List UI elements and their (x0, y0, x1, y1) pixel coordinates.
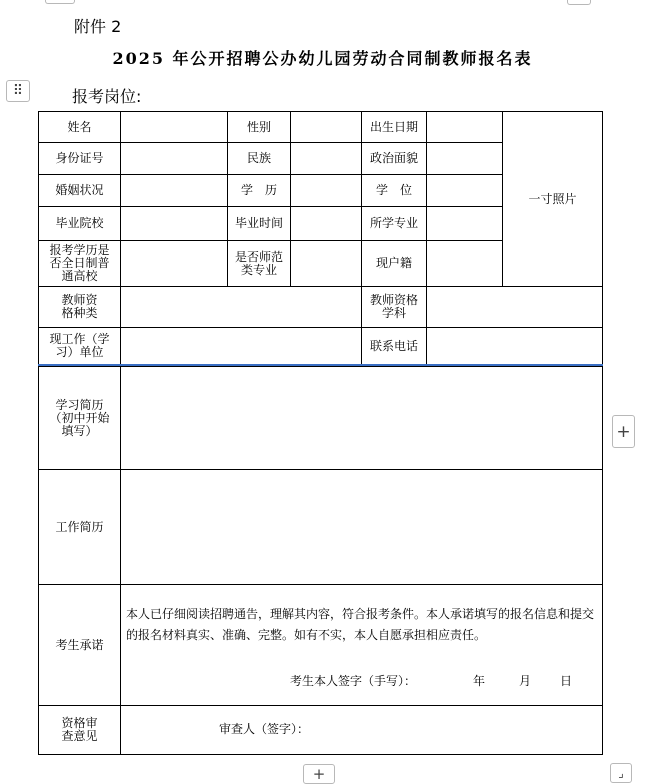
label-name: 姓名 (38, 111, 121, 143)
id-number-input[interactable] (121, 143, 227, 174)
commitment-text: 本人已仔细阅读招聘通告，理解其内容，符合报考条件。本人承诺填写的报名信息和提交的报名材料真实、准确、完整。如有不实，本人自愿承担相应责任。 (126, 607, 595, 642)
degree-field[interactable] (426, 174, 503, 207)
commitment-cell (120, 584, 603, 706)
major-field[interactable] (426, 206, 503, 241)
label-graduation-time: 毕业时间 (227, 206, 291, 241)
political-status-input[interactable] (427, 143, 502, 174)
label-marital-status: 婚姻状况 (38, 174, 121, 207)
graduate-school-field[interactable] (120, 206, 228, 241)
ethnicity-input[interactable] (291, 143, 361, 174)
table-drag-handle[interactable] (6, 80, 30, 102)
current-employer-field[interactable] (120, 327, 362, 365)
work-history-field[interactable] (120, 469, 603, 585)
major-input[interactable] (427, 207, 502, 240)
plus-icon: + (312, 765, 326, 783)
form-title: 2025 年公开招聘公办幼儿园劳动合同制教师报名表 (112, 49, 533, 68)
position-label: 报考岗位: (72, 87, 142, 106)
residence-input[interactable] (427, 241, 502, 286)
table-resize-handle[interactable] (610, 763, 632, 783)
label-cert-type: 教师资格种类 (38, 286, 121, 328)
education-input[interactable] (291, 175, 361, 206)
label-normal-major-question: 是否师范类专业 (227, 240, 291, 287)
label-birth-date: 出生日期 (361, 111, 427, 143)
fulltime-input[interactable] (121, 241, 227, 286)
graduate-school-input[interactable] (121, 207, 227, 240)
fulltime-field[interactable] (120, 240, 228, 287)
resize-icon: ⌟ (618, 766, 624, 780)
cert-type-input[interactable] (121, 287, 361, 327)
normal-major-field[interactable] (290, 240, 362, 287)
cert-subject-input[interactable] (427, 287, 602, 327)
label-work-history: 工作简历 (38, 469, 121, 585)
add-column-button[interactable] (612, 415, 635, 448)
phone-input[interactable] (427, 328, 602, 364)
attachment-label: 附件 2 (74, 17, 122, 36)
graduation-time-input[interactable] (291, 207, 361, 240)
graduation-time-field[interactable] (290, 206, 362, 241)
residence-field[interactable] (426, 240, 503, 287)
normal-major-input[interactable] (291, 241, 361, 286)
label-study-history: 学习简历（初中开始填写） (38, 366, 121, 470)
drag-handle-icon: ⠿ (12, 83, 24, 99)
label-current-employer: 现工作（学习）单位 (38, 327, 121, 365)
review-cell[interactable] (120, 705, 603, 755)
id-number-field[interactable] (120, 142, 228, 175)
label-ethnicity: 民族 (227, 142, 291, 175)
political-status-field[interactable] (426, 142, 503, 175)
label-residence: 现户籍 (361, 240, 427, 287)
gender-field[interactable] (290, 111, 362, 143)
top-right-fragment (567, 0, 591, 5)
signature-day: 日 (560, 674, 573, 688)
label-political-status: 政治面貌 (361, 142, 427, 175)
phone-field[interactable] (426, 327, 603, 365)
label-id-number: 身份证号 (38, 142, 121, 175)
signature-year: 年 (473, 674, 486, 688)
label-phone: 联系电话 (361, 327, 427, 365)
signature-month: 月 (519, 674, 532, 688)
label-commitment: 考生承诺 (38, 584, 121, 706)
current-employer-input[interactable] (121, 328, 361, 364)
label-education: 学 历 (227, 174, 291, 207)
marital-status-input[interactable] (121, 175, 227, 206)
name-input[interactable] (121, 112, 227, 142)
ethnicity-field[interactable] (290, 142, 362, 175)
plus-icon: + (616, 421, 631, 442)
cert-subject-field[interactable] (426, 286, 603, 328)
reviewer-label: 审查人（签字）： (219, 722, 310, 736)
add-row-button[interactable] (303, 764, 335, 784)
degree-input[interactable] (427, 175, 502, 206)
study-history-field[interactable] (120, 366, 603, 470)
work-history-input[interactable] (121, 470, 602, 584)
label-review: 资格审查意见 (38, 705, 121, 755)
marital-status-field[interactable] (120, 174, 228, 207)
label-graduate-school: 毕业院校 (38, 206, 121, 241)
study-history-input[interactable] (121, 367, 602, 469)
birth-date-input[interactable] (427, 112, 502, 142)
birth-date-field[interactable] (426, 111, 503, 143)
photo-box[interactable]: 一寸照片 (502, 111, 603, 287)
label-gender: 性别 (227, 111, 291, 143)
label-cert-subject: 教师资格学科 (361, 286, 427, 328)
cert-type-field[interactable] (120, 286, 362, 328)
label-degree: 学 位 (361, 174, 427, 207)
education-field[interactable] (290, 174, 362, 207)
label-fulltime-question: 报考学历是否全日制普通高校 (38, 240, 121, 287)
top-left-fragment (45, 0, 75, 4)
signature-label: 考生本人签字（手写）： (290, 674, 417, 688)
gender-input[interactable] (291, 112, 361, 142)
label-major: 所学专业 (361, 206, 427, 241)
name-field[interactable] (120, 111, 228, 143)
